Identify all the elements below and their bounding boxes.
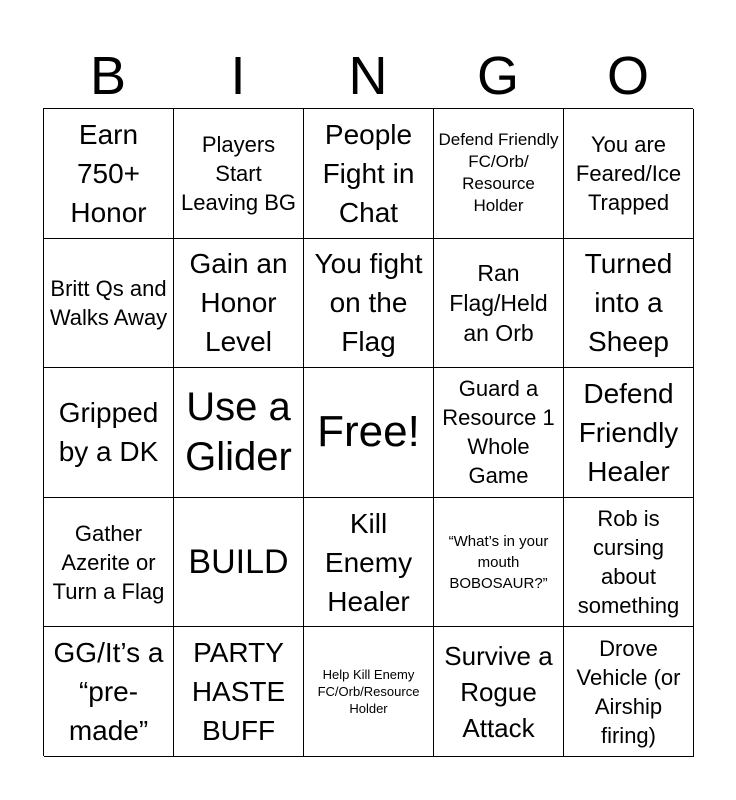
cell-text: Drove Vehicle (or Airship firing) <box>576 635 681 748</box>
bingo-cell-r5-c2[interactable] <box>174 627 304 757</box>
bingo-cell-r3-c4[interactable] <box>434 368 564 498</box>
cell-text: People Fight in Chat <box>322 118 415 228</box>
cell-text: Britt Qs and Walks Away <box>49 275 168 330</box>
bingo-cell-r3-c1[interactable] <box>44 368 174 498</box>
header-letter-b: B <box>89 46 127 106</box>
bingo-header <box>43 44 693 108</box>
cell-text: Guard a Resource 1 Whole Game <box>442 376 555 489</box>
bingo-cell-r1-c5[interactable] <box>564 109 694 239</box>
bingo-cell-r4-c4[interactable] <box>434 498 564 628</box>
bingo-cell-r1-c4[interactable] <box>434 109 564 239</box>
bingo-cell-r2-c1[interactable] <box>44 239 174 369</box>
bingo-cell-r2-c3[interactable] <box>304 239 434 369</box>
bingo-cell-r2-c2[interactable] <box>174 239 304 369</box>
bingo-cell-r5-c4[interactable] <box>434 627 564 757</box>
cell-text: Gain an Honor Level <box>189 248 288 358</box>
bingo-cell-r4-c5[interactable] <box>564 498 694 628</box>
cell-text: Rob is cursing about something <box>577 506 680 619</box>
cell-text: PARTY HASTE BUFF <box>191 637 286 747</box>
cell-text: Earn 750+ Honor <box>70 118 147 228</box>
cell-text: GG/It’s a “pre-made” <box>53 637 164 747</box>
cell-text: Gripped by a DK <box>58 397 159 468</box>
bingo-cell-r5-c3[interactable] <box>304 627 434 757</box>
header-letter-n: N <box>348 46 388 106</box>
bingo-cell-r1-c3[interactable] <box>304 109 434 239</box>
bingo-cell-r2-c4[interactable] <box>434 239 564 369</box>
cell-text: You fight on the Flag <box>314 248 423 358</box>
bingo-cell-r5-c1[interactable] <box>44 627 174 757</box>
bingo-board <box>43 108 693 756</box>
cell-text: Gather Azerite or Turn a Flag <box>52 520 165 604</box>
bingo-cell-r4-c3[interactable] <box>304 498 434 628</box>
bingo-cell-r4-c1[interactable] <box>44 498 174 628</box>
cell-text: Turned into a Sheep <box>584 248 673 358</box>
cell-text: Players Start Leaving BG <box>181 131 296 215</box>
bingo-cell-r1-c1[interactable] <box>44 109 174 239</box>
bingo-cell-r2-c5[interactable] <box>564 239 694 369</box>
cell-text: Survive a Rogue Attack <box>444 640 553 743</box>
cell-text: Use a Glider <box>185 385 292 480</box>
bingo-cell-r5-c5[interactable] <box>564 627 694 757</box>
header-letter-i: I <box>230 46 246 106</box>
header-letter-g: G <box>476 46 519 106</box>
cell-text: Help Kill Enemy FC/Orb/Resource Holder <box>317 667 420 717</box>
cell-text: You are Feared/Ice Trapped <box>575 131 682 215</box>
cell-text: Defend Friendly FC/Orb/ Resource Holder <box>438 130 559 216</box>
cell-text: Ran Flag/Held an Orb <box>449 259 548 346</box>
cell-text: Defend Friendly Healer <box>578 377 679 487</box>
header-letter-o: O <box>606 46 649 106</box>
bingo-cell-r3-c2[interactable] <box>174 368 304 498</box>
cell-text: “What’s in your mouth BOBOSAUR?” <box>448 532 549 592</box>
cell-text: Free! <box>317 407 420 457</box>
bingo-cell-r4-c2[interactable] <box>174 498 304 628</box>
cell-text: Kill Enemy Healer <box>324 507 413 617</box>
cell-text: BUILD <box>188 543 289 582</box>
bingo-cell-r3-c5[interactable] <box>564 368 694 498</box>
bingo-cell-r1-c2[interactable] <box>174 109 304 239</box>
bingo-cell-free[interactable] <box>304 368 434 498</box>
